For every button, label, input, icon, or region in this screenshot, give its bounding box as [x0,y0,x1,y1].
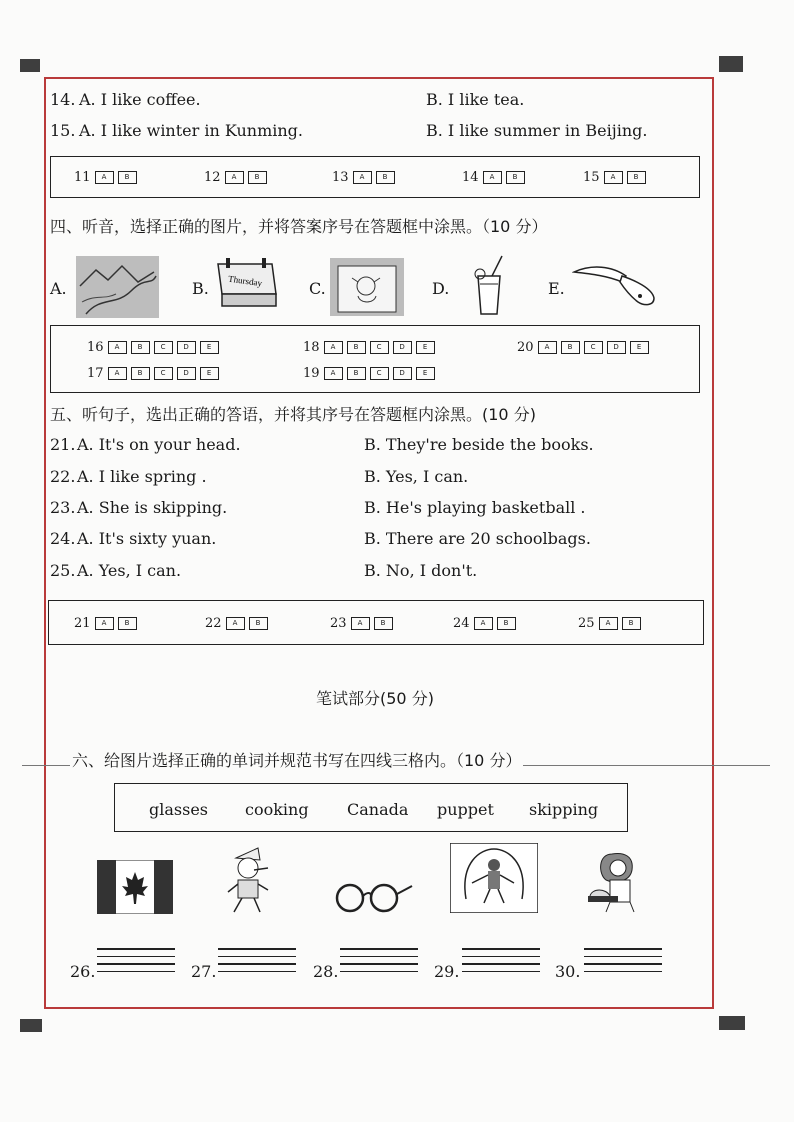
blank-number-26: 26. [70,962,96,981]
bubble-b[interactable]: B [627,171,646,184]
blank-number-28: 28. [313,962,339,981]
bubble-a[interactable]: A [353,171,372,184]
writing-lines-30[interactable] [584,948,662,974]
blank-number-30: 30. [555,962,581,981]
answer-number: 13 [332,170,349,185]
bubble-a[interactable]: A [604,171,623,184]
word-bank-skipping: skipping [529,800,599,819]
question-25-option-b: B. No, I don't. [364,561,478,580]
bubble-a[interactable]: A [538,341,557,354]
bubble-e[interactable]: E [416,341,435,354]
answer-item-12[interactable] [204,170,267,185]
answer-item-19[interactable] [303,366,435,381]
skipping-icon [450,843,538,913]
answer-number: 15 [583,170,600,185]
bubble-b[interactable]: B [561,341,580,354]
picture-label-e: E. [548,279,565,298]
registration-mark-bottom-left [20,1019,42,1032]
bubble-e[interactable]: E [200,341,219,354]
answer-item-18[interactable] [303,340,435,355]
bubble-d[interactable]: D [607,341,626,354]
bubble-b[interactable]: B [374,617,393,630]
bubble-c[interactable]: C [154,341,173,354]
puppet-icon [220,842,276,916]
answer-item-25[interactable] [578,616,641,631]
answer-number: 22 [205,616,222,631]
writing-lines-26[interactable] [97,948,175,974]
answer-item-24[interactable] [453,616,516,631]
bubble-b[interactable]: B [118,617,137,630]
answer-number: 25 [578,616,595,631]
bubble-a[interactable]: A [226,617,245,630]
bubble-b[interactable]: B [347,341,366,354]
word-bank-canada: Canada [347,800,409,819]
question-23-option-a: A. She is skipping. [77,498,228,517]
written-part-title: 笔试部分(50 分) [316,689,434,708]
bubble-b[interactable]: B [622,617,641,630]
question-14-option-a: A. I like coffee. [79,90,201,109]
answer-item-20[interactable] [517,340,649,355]
question-22-option-a: A. I like spring . [77,467,207,486]
word-bank-cooking: cooking [245,800,309,819]
canada-flag-icon [97,860,173,914]
writing-lines-29[interactable] [462,948,540,974]
bubble-e[interactable]: E [416,367,435,380]
question-23-option-b: B. He's playing basketball . [364,498,586,517]
bubble-b[interactable]: B [131,367,150,380]
word-bank-glasses: glasses [149,800,208,819]
answer-item-13[interactable] [332,170,395,185]
picture-label-d: D. [432,279,450,298]
answer-item-17[interactable] [87,366,219,381]
question-22-num: 22. [50,467,76,486]
bubble-b[interactable]: B [506,171,525,184]
bubble-c[interactable]: C [154,367,173,380]
glasses-icon [330,876,414,916]
bubble-e[interactable]: E [630,341,649,354]
bubble-b[interactable]: B [497,617,516,630]
question-21-option-b: B. They're beside the books. [364,435,594,454]
bubble-b[interactable]: B [248,171,267,184]
answer-number: 20 [517,340,534,355]
bubble-a[interactable]: A [324,367,343,380]
answer-number: 24 [453,616,470,631]
registration-mark-bottom-right [719,1016,745,1030]
bubble-a[interactable]: A [324,341,343,354]
bubble-d[interactable]: D [393,341,412,354]
question-21-option-a: A. It's on your head. [77,435,241,454]
landscape-icon [76,256,159,318]
bubble-d[interactable]: D [177,367,196,380]
bubble-a[interactable]: A [95,171,114,184]
question-14-num: 14. [50,90,76,109]
bubble-b[interactable]: B [347,367,366,380]
calendar-caption: Thursday [227,273,263,289]
section-6-heading: 六、给图片选择正确的单词并规范书写在四线三格内。（10 分） [70,748,523,771]
section-5-heading: 五、听句子，选出正确的答语，并将其序号在答题框内涂黑。(10 分) [50,405,536,424]
bubble-d[interactable]: D [393,367,412,380]
question-24-option-b: B. There are 20 schoolbags. [364,529,591,548]
knife-icon [572,262,658,308]
answer-item-15[interactable] [583,170,646,185]
answer-number: 23 [330,616,347,631]
registration-mark-top-right [719,56,743,72]
answer-number: 16 [87,340,104,355]
answer-number: 18 [303,340,320,355]
section-4-heading: 四、听音，选择正确的图片，并将答案序号在答题框中涂黑。（10 分） [50,217,548,236]
answer-item-14[interactable] [462,170,525,185]
question-21-num: 21. [50,435,76,454]
answer-item-22[interactable] [205,616,268,631]
bubble-a[interactable]: A [225,171,244,184]
word-bank-puppet: puppet [437,800,494,819]
answer-number: 19 [303,366,320,381]
bubble-b[interactable]: B [249,617,268,630]
question-15-option-a: A. I like winter in Kunming. [79,121,304,140]
question-25-option-a: A. Yes, I can. [77,561,182,580]
question-24-num: 24. [50,529,76,548]
question-14-option-b: B. I like tea. [426,90,525,109]
bubble-a[interactable]: A [483,171,502,184]
registration-mark-top-left [20,59,40,72]
bubble-a[interactable]: A [351,617,370,630]
bubble-b[interactable]: B [131,341,150,354]
bubble-a[interactable]: A [474,617,493,630]
picture-label-b: B. [192,279,209,298]
writing-lines-28[interactable] [340,948,418,974]
answer-number: 12 [204,170,221,185]
zoo-animal-icon [330,258,404,316]
blank-number-27: 27. [191,962,217,981]
answer-item-11[interactable] [74,170,137,185]
question-23-num: 23. [50,498,76,517]
cooking-icon [584,848,654,914]
answer-number: 21 [74,616,91,631]
bubble-b[interactable]: B [376,171,395,184]
question-25-num: 25. [50,561,76,580]
bubble-c[interactable]: C [584,341,603,354]
answer-number: 11 [74,170,91,185]
question-15-option-b: B. I like summer in Beijing. [426,121,648,140]
bubble-a[interactable]: A [95,617,114,630]
bubble-a[interactable]: A [108,341,127,354]
question-24-option-a: A. It's sixty yuan. [77,529,217,548]
bubble-c[interactable]: C [370,341,389,354]
bubble-e[interactable]: E [200,367,219,380]
bubble-d[interactable]: D [177,341,196,354]
bubble-b[interactable]: B [118,171,137,184]
bubble-a[interactable]: A [108,367,127,380]
question-15-num: 15. [50,121,76,140]
picture-label-c: C. [309,279,326,298]
calendar-icon [212,254,280,314]
answer-number: 17 [87,366,104,381]
question-22-option-b: B. Yes, I can. [364,467,469,486]
answer-box-16-20 [50,325,700,393]
bubble-c[interactable]: C [370,367,389,380]
writing-lines-27[interactable] [218,948,296,974]
drink-glass-icon [470,254,508,316]
picture-label-a: A. [50,279,67,298]
bubble-a[interactable]: A [599,617,618,630]
answer-item-16[interactable] [87,340,219,355]
answer-item-21[interactable] [74,616,137,631]
blank-number-29: 29. [434,962,460,981]
answer-item-23[interactable] [330,616,393,631]
answer-number: 14 [462,170,479,185]
